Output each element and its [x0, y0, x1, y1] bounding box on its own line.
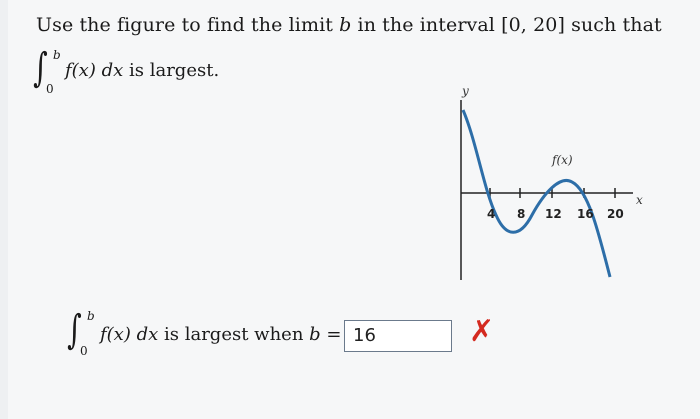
tick-label: 12	[545, 207, 562, 221]
question-line2-suffix: is largest.	[123, 60, 220, 81]
y-axis-label: y	[462, 84, 469, 98]
function-graph	[448, 80, 668, 280]
x-icon: ✗	[469, 314, 495, 349]
answer-expression	[100, 324, 341, 345]
integral-upper-limit: b	[87, 309, 95, 323]
integral-lower-limit: 0	[46, 82, 54, 96]
answer-text: is largest when	[158, 324, 310, 345]
question-text-suffix: in the interval [0, 20] such that	[351, 14, 662, 36]
answer-var: b	[309, 324, 321, 345]
question-var: b	[339, 14, 352, 36]
question-panel	[8, 0, 700, 419]
equals-sign: =	[320, 324, 342, 345]
integrand: f(x) dx	[65, 60, 124, 81]
integral-lower-limit: 0	[80, 344, 88, 358]
integrand: f(x) dx	[100, 324, 159, 345]
answer-input[interactable]: 16	[344, 320, 452, 352]
integral-upper-limit: b	[53, 48, 61, 62]
tick-label: 16	[577, 207, 594, 221]
question-text	[36, 14, 662, 36]
integral-expression	[65, 60, 219, 81]
question-text-prefix: Use the figure to find the limit	[36, 14, 340, 36]
integral-sign: ∫	[33, 45, 48, 91]
x-axis-label: x	[636, 193, 643, 207]
tick-label: 4	[487, 207, 496, 221]
tick-label: 20	[607, 207, 624, 221]
integral-sign: ∫	[67, 307, 82, 353]
tick-label: 8	[517, 207, 526, 221]
function-label: f(x)	[552, 153, 573, 167]
